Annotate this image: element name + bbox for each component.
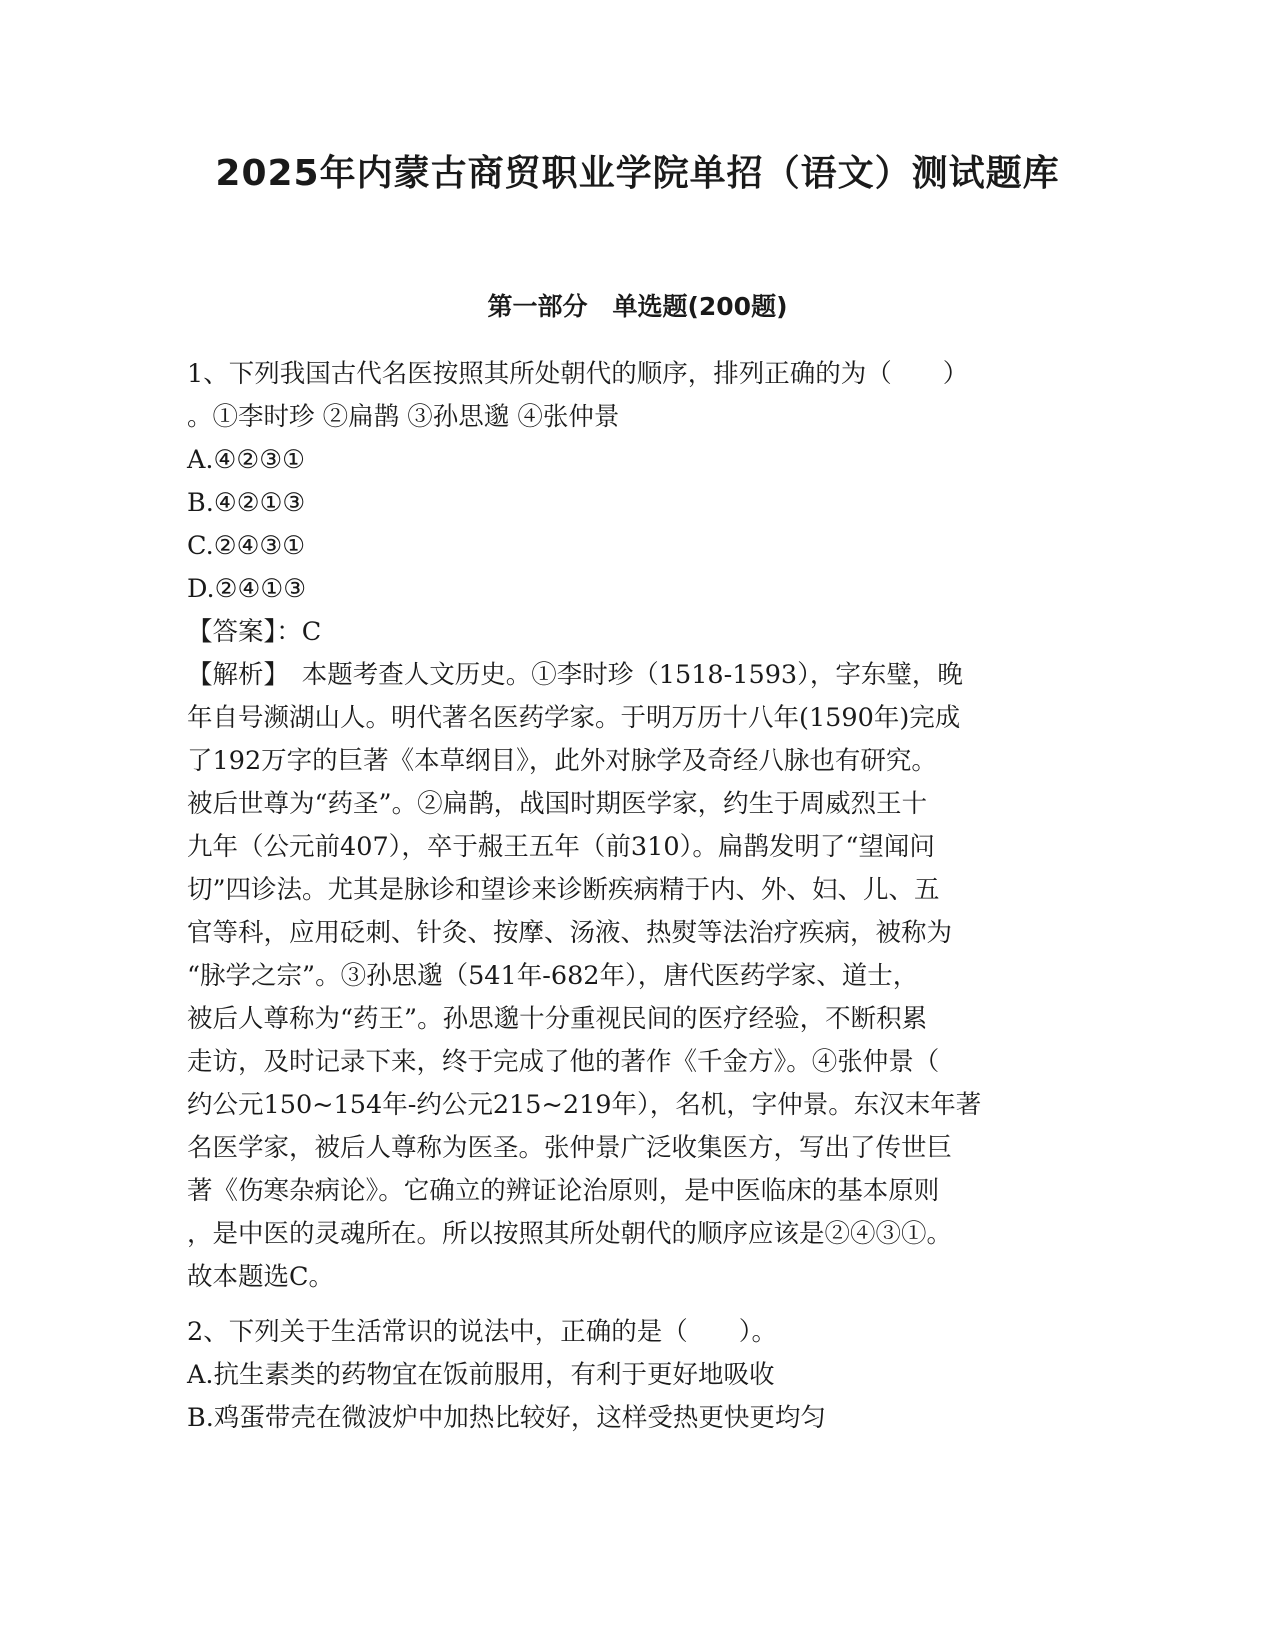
analysis-line: 九年（公元前407），卒于赧王五年（前310）。扁鹊发明了“望闻问 bbox=[187, 832, 935, 862]
analysis-line: 名医学家，被后人尊称为医圣。张仲景广泛收集医方，写出了传世巨 bbox=[187, 1133, 953, 1163]
answer-line: 【答案】：C bbox=[187, 617, 322, 647]
option-b: B.鸡蛋带壳在微波炉中加热比较好，这样受热更快更均匀 bbox=[187, 1403, 826, 1433]
question-2 bbox=[187, 1311, 1087, 1440]
question-stem: 2、下列关于生活常识的说法中，正确的是（ ）。 bbox=[187, 1317, 777, 1347]
analysis-line: 【解析】 本题考查人文历史。①李时珍（1518-1593），字东璧，晚 bbox=[187, 660, 963, 690]
analysis-line: 了192万字的巨著《本草纲目》，此外对脉学及奇经八脉也有研究。 bbox=[187, 746, 937, 776]
analysis-line: 切”四诊法。尤其是脉诊和望诊来诊断疾病精于内、外、妇、儿、五 bbox=[187, 875, 940, 905]
analysis-line: 约公元150~154年-约公元215~219年），名机，字仲景。东汉末年著 bbox=[187, 1090, 982, 1120]
option-a: A.④②③① bbox=[187, 445, 305, 475]
question-stem: 1、下列我国古代名医按照其所处朝代的顺序，排列正确的为（ ） bbox=[187, 359, 969, 389]
option-a: A.抗生素类的药物宜在饭前服用，有利于更好地吸收 bbox=[187, 1360, 775, 1390]
analysis-line: 年自号濒湖山人。明代著名医药学家。于明万历十八年(1590年)完成 bbox=[187, 703, 961, 733]
question-1 bbox=[187, 353, 1087, 1299]
analysis-line: 被后人尊称为“药王”。孙思邈十分重视民间的医疗经验，不断积累 bbox=[187, 1004, 928, 1034]
document-title: 2025年内蒙古商贸职业学院单招（语文）测试题库 bbox=[215, 153, 1060, 194]
analysis-line: 故本题选C。 bbox=[187, 1262, 335, 1292]
document-body bbox=[187, 353, 1087, 1440]
section-title: 第一部分 单选题(200题) bbox=[487, 292, 788, 321]
option-b: B.④②①③ bbox=[187, 488, 306, 518]
option-d: D.②④①③ bbox=[187, 574, 307, 604]
analysis-line: 被后世尊为“药圣”。②扁鹊，战国时期医学家，约生于周威烈王十 bbox=[187, 789, 928, 819]
question-spacer bbox=[187, 1299, 1087, 1311]
analysis-line: ，是中医的灵魂所在。所以按照其所处朝代的顺序应该是②④③①。 bbox=[187, 1219, 953, 1249]
analysis-line: 著《伤寒杂病论》。它确立的辨证论治原则，是中医临床的基本原则 bbox=[187, 1176, 940, 1206]
analysis-line: 官等科，应用砭刺、针灸、按摩、汤液、热熨等法治疗疾病，被称为 bbox=[187, 918, 953, 948]
analysis-line: 走访，及时记录下来，终于完成了他的著作《千金方》。④张仲景（ bbox=[187, 1047, 940, 1077]
option-c: C.②④③① bbox=[187, 531, 306, 561]
question-stem: 。①李时珍 ②扁鹊 ③孙思邈 ④张仲景 bbox=[187, 402, 620, 432]
analysis-line: “脉学之宗”。③孙思邈（541年-682年），唐代医药学家、道士， bbox=[187, 961, 919, 991]
